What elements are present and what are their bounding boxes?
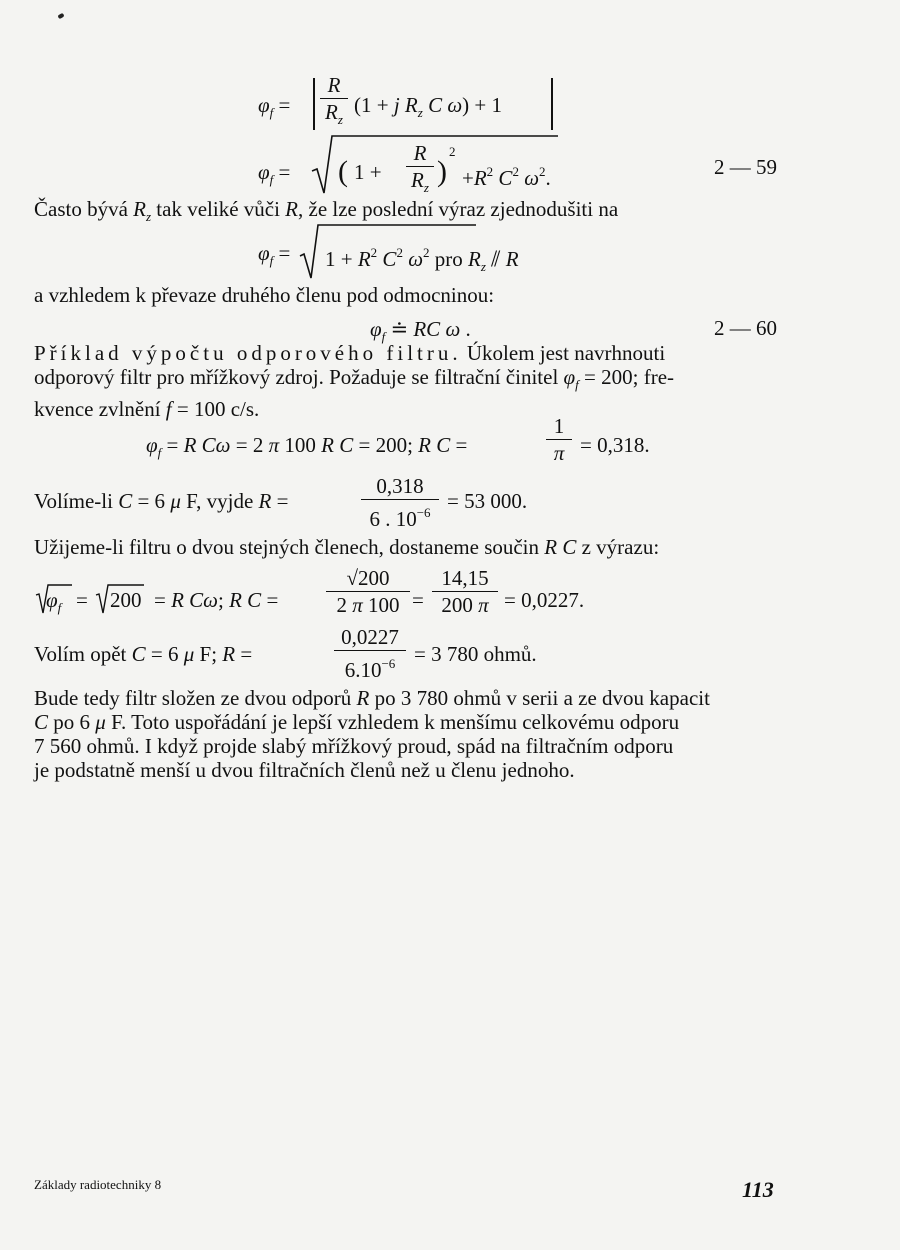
example-line1-rest: Úkolem jest navrhnouti bbox=[466, 341, 666, 365]
eq-259-paren: (1 + j $R_z$ C ω) + 1 bbox=[354, 93, 503, 120]
eq-r1-lhs: Volíme-li C = 6 μ F, vyjde R = bbox=[34, 489, 289, 513]
eq-r1-fraction: 0,318 6 . $10^{-6}$ bbox=[361, 474, 439, 531]
para4-line-3: 7 560 ohmů. I když projde slabý mřížkový proud, spád na filtračním odporu bbox=[34, 734, 674, 758]
eq-two-eq: = bbox=[412, 588, 424, 612]
paragraph-4 bbox=[34, 686, 784, 782]
eq-rc-fraction: 1 π bbox=[546, 414, 572, 465]
eq-two-phi: $\varphi_f$ bbox=[46, 588, 62, 615]
eq-rc-tail: = 0,318. bbox=[580, 433, 650, 457]
eq-259-big-paren-open: ( bbox=[338, 155, 348, 188]
ink-mark bbox=[57, 13, 64, 19]
eq-259-lhs: $\varphi_f$ = bbox=[258, 93, 291, 120]
eq-259-fraction: R $R_z$ bbox=[320, 73, 348, 132]
eq-259-big-paren-close: ) bbox=[437, 155, 447, 188]
eq-259-exp: 2 bbox=[449, 144, 456, 159]
eq-simpl-body: $1 + R^2$ $C^2$ $\omega^2$ pro $R_z$ ⫽ R bbox=[325, 245, 519, 274]
para4-line-1: Bude tedy filtr složen ze dvou odporů R po 3 780 ohmů v serii a ze dvou kapacit bbox=[34, 686, 710, 710]
eq-259-frac-num: R bbox=[327, 73, 341, 97]
eq-r1-tail: = 53 000. bbox=[447, 489, 528, 513]
equation-number-2-60: 2 — 60 bbox=[714, 316, 777, 340]
abs-bar-left bbox=[313, 78, 315, 130]
page-number: 113 bbox=[742, 1177, 774, 1202]
eq-259-lhs2: $\varphi_f$ = bbox=[258, 160, 291, 187]
eq-two-eq1: = bbox=[76, 588, 88, 612]
example-heading: Příklad výpočtu odporového filtru. bbox=[34, 341, 462, 365]
example-paragraph bbox=[34, 341, 784, 421]
abs-bar-right bbox=[551, 78, 553, 130]
para4-line-2: C po 6 μ F. Toto uspořádání je lepší vzhledem k menšímu celkovému odporu bbox=[34, 710, 680, 734]
eq-simpl-lhs: $\varphi_f$ = bbox=[258, 241, 291, 268]
eq-259-rest: $+R^2$ $C^2$ $\omega^2$. bbox=[462, 164, 551, 190]
eq-rc-body: $\varphi_f = R$ Cω = 2 π 100 R C = 200; R C = bbox=[146, 433, 468, 460]
eq-two-fraction-1: √200 2 π 100 bbox=[326, 566, 410, 617]
eq-two-mid: = R Cω; R C = bbox=[154, 588, 279, 612]
footer-book-title: Základy radiotechniky 8 bbox=[34, 1177, 162, 1192]
para4-line-4: je podstatně menší u dvou filtračních členů než u členu jednoho. bbox=[34, 758, 575, 782]
example-line3: kvence zvlnění f = 100 c/s. bbox=[34, 397, 260, 421]
eq-r2-lhs: Volím opět C = 6 μ F; R = bbox=[34, 642, 253, 666]
eq-two-fraction-2: 14,15 200 π bbox=[432, 566, 498, 617]
eq-259-inner-fraction: R $R_z$ bbox=[406, 141, 434, 200]
eq-r2-tail: = 3 780 ohmů. bbox=[414, 642, 537, 666]
eq-259-inner: 1 + bbox=[354, 160, 382, 184]
eq-260-body: $\varphi_f$ ≐ RC ω . bbox=[370, 317, 471, 344]
equation-number-2-59: 2 — 59 bbox=[714, 155, 777, 179]
paragraph-3: Užijeme-li filtru o dvou stejných členech, dostaneme součin R C z výrazu: bbox=[34, 535, 660, 559]
eq-two-200: 200 bbox=[110, 588, 142, 612]
eq-two-tail: = 0,0227. bbox=[504, 588, 585, 612]
paragraph-2: a vzhledem k převaze druhého členu pod odmocninou: bbox=[34, 283, 495, 307]
example-line2: odporový filtr pro mřížkový zdroj. Požaduje se filtrační činitel $\varphi_f = 200$; fre- bbox=[34, 365, 675, 392]
paragraph-1: Často bývá $R_z$ tak veliké vůči R, že lze poslední výraz zjednodušiti na bbox=[34, 197, 619, 224]
eq-r2-fraction: 0,0227 $6.10^{-6}$ bbox=[334, 625, 406, 682]
